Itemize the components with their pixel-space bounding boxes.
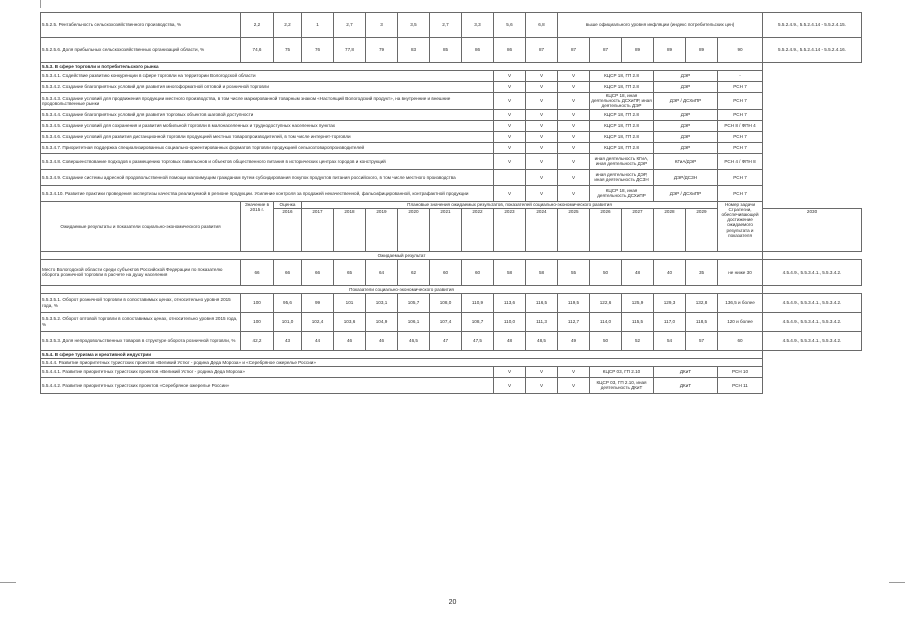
measure-label: 5.5.3.4.10. Развитие практики проведения экспертизы качества реализуемой в регионе продукции. Усиление контроля за продажей некачественной, фальсифицированной, контрафактной продукции xyxy=(41,185,494,201)
value-cell: 113,6 xyxy=(494,293,526,312)
responsible: ДЭР xyxy=(654,82,718,93)
task-ref: 5.5.2.4.9., 5.5.2.4.14 - 5.5.2.4.16. xyxy=(763,38,862,63)
value-cell: 101 xyxy=(334,293,366,312)
value-cell: 57 xyxy=(686,331,718,350)
task-ref: РСН 10 xyxy=(718,366,763,377)
v-mark: V xyxy=(494,109,526,120)
value-cell: 110,9 xyxy=(462,293,494,312)
v-mark xyxy=(494,169,526,185)
value-cell: 102,4 xyxy=(302,312,334,331)
note-cell: выше официального уровня инфляции (индекс потребительских цен) xyxy=(558,13,763,38)
indicator-label: 5.5.3.5.2. Оборот оптовой торговли в сопоставимых ценах, относительно уровня 2015 года, % xyxy=(41,312,241,331)
section-header: 5.5.4. В сфере туризма и креативной индустрии xyxy=(41,350,763,358)
v-mark: V xyxy=(558,131,590,142)
indicator-label: Место Вологодской области среди субъектов Российской Федерации по показателю оборота розничной торговли в расчете на душу населения xyxy=(41,259,241,285)
year-header: 2016 xyxy=(274,208,302,251)
v-mark: V xyxy=(558,82,590,93)
v-mark: V xyxy=(558,185,590,201)
v-mark: V xyxy=(494,366,526,377)
table-row xyxy=(41,293,862,312)
value-cell: 117,0 xyxy=(654,312,686,331)
value-cell: 58 xyxy=(526,259,558,285)
crop-mark-right xyxy=(889,582,905,583)
year-header: 2022 xyxy=(462,208,494,251)
table-row xyxy=(41,358,862,366)
source-doc: КЦСР 18, ГП 2.8 xyxy=(590,109,654,120)
value-cell: 46 xyxy=(334,331,366,350)
value-cell: 89 xyxy=(686,38,718,63)
task-ref: РСН 7 xyxy=(718,109,763,120)
value-cell: 86 xyxy=(462,38,494,63)
table-row xyxy=(41,82,862,93)
value-cell: 48 xyxy=(494,331,526,350)
value-cell: 112,7 xyxy=(558,312,590,331)
task-ref: 4.5.4.9., 5.5.3.4.1., 5.5.3.4.2. xyxy=(763,259,862,285)
value-cell: 83 xyxy=(398,38,430,63)
table-row xyxy=(41,38,862,63)
value-cell: 2,2 xyxy=(241,13,274,38)
year-header: 2026 xyxy=(590,208,622,251)
table-row xyxy=(41,93,862,110)
group-label: Ожидаемый результат xyxy=(41,251,763,259)
year-header: 2017 xyxy=(302,208,334,251)
value-cell: 66 xyxy=(302,259,334,285)
document-sheet xyxy=(40,12,862,394)
task-ref: РСН 7 xyxy=(718,185,763,201)
measure-label: 5.5.3.4.8. Совершенствование подходов к размещению торговых павильонов и объектов общественного питания в исторических центрах городов и конструкций xyxy=(41,153,494,169)
v-mark: V xyxy=(494,142,526,153)
value-cell: 77,8 xyxy=(334,38,366,63)
v-mark: V xyxy=(558,109,590,120)
indicator-label: 5.5.2.5. Рентабельность сельскохозяйственного производства, % xyxy=(41,13,241,38)
v-mark: V xyxy=(494,82,526,93)
table-row xyxy=(41,142,862,153)
v-mark: V xyxy=(558,71,590,82)
v-mark: V xyxy=(526,109,558,120)
year-header: 2021 xyxy=(430,208,462,251)
value-cell: 3,5 xyxy=(398,13,430,38)
value-cell: 66 xyxy=(241,259,274,285)
v-mark: V xyxy=(526,142,558,153)
source-doc: КЦСР 03, ГП 2.10, иная деятельность ДКиТ xyxy=(590,377,654,393)
header-task: Номер задачи Стратегии, обеспечивающей достижение ожидаемого результата и показателя xyxy=(718,201,763,251)
indicator-label: 5.5.3.5.3. Доля непродовольственных товаров в структуре оборота розничной торговли, % xyxy=(41,331,241,350)
value-cell: 47,5 xyxy=(462,331,494,350)
value-cell: 2,7 xyxy=(334,13,366,38)
value-cell: 60 xyxy=(462,259,494,285)
table-row xyxy=(41,331,862,350)
indicator-label: 5.5.2.5.6. Доля прибыльных сельскохозяйственных организаций области, % xyxy=(41,38,241,63)
value-cell: 99 xyxy=(302,293,334,312)
value-cell: 110,0 xyxy=(494,312,526,331)
group-label: Показатели социально-экономического развития xyxy=(41,285,763,293)
value-cell: 136,5 и более xyxy=(718,293,763,312)
value-cell: 89 xyxy=(654,38,686,63)
value-cell: 49 xyxy=(558,331,590,350)
value-cell: 35 xyxy=(686,259,718,285)
value-cell: 43 xyxy=(274,331,302,350)
year-header: 2030 xyxy=(763,208,862,251)
value-cell: 105,7 xyxy=(398,293,430,312)
strategy-table xyxy=(40,12,862,394)
value-cell: 111,3 xyxy=(526,312,558,331)
source-doc: иная деятельность ДЭР, иная деятельность ДСЗН xyxy=(590,169,654,185)
value-cell: 85 xyxy=(430,38,462,63)
value-cell: 129,3 xyxy=(654,293,686,312)
value-cell: 100 xyxy=(241,312,274,331)
responsible: ДЭР / ДСХиПР xyxy=(654,93,718,110)
value-cell: 65 xyxy=(334,259,366,285)
table-row xyxy=(41,366,862,377)
task-ref: РСН 7 xyxy=(718,169,763,185)
v-mark: V xyxy=(526,93,558,110)
subsection-header: 5.5.4.4. Развитие приоритетных туристских проектов «Великий Устюг - родина Деда Мороза» и «Серебряное ожерелье России» xyxy=(41,358,763,366)
measure-label: 5.5.3.4.7. Приоритетная поддержка специализированных социально-ориентированных форматов торговли продукцией сельхозтоваропроизводителей xyxy=(41,142,494,153)
year-header: 2019 xyxy=(366,208,398,251)
table-row xyxy=(41,201,862,208)
value-cell: 55 xyxy=(558,259,590,285)
value-cell: 5,6 xyxy=(494,13,526,38)
value-cell: 44 xyxy=(302,331,334,350)
v-mark: V xyxy=(558,377,590,393)
source-doc: КЦСР 18, ГП 2.8 xyxy=(590,71,654,82)
measure-label: 5.5.3.4.4. Создание благоприятных условий для развития торговых объектов шаговой доступности xyxy=(41,109,494,120)
table-row xyxy=(41,251,862,259)
value-cell: 87 xyxy=(590,38,622,63)
table-row xyxy=(41,109,862,120)
measure-label: 5.5.3.4.2. Создание благоприятных условий для развития многоформатной оптовой и розничной торговли xyxy=(41,82,494,93)
task-ref: РСН 8 / ФПН 4 xyxy=(718,120,763,131)
task-ref: РСН 7 xyxy=(718,142,763,153)
table-row xyxy=(41,131,862,142)
responsible: ДЭР xyxy=(654,71,718,82)
value-cell: 42,2 xyxy=(241,331,274,350)
responsible: ДКиТ xyxy=(654,377,718,393)
value-cell: 106,1 xyxy=(398,312,430,331)
source-doc: иная деятельность КГиА, иная деятельность ДЭР xyxy=(590,153,654,169)
year-header: 2028 xyxy=(654,208,686,251)
v-mark: V xyxy=(494,71,526,82)
value-cell: 62 xyxy=(398,259,430,285)
v-mark: V xyxy=(558,153,590,169)
responsible: КГиА/ДЭР xyxy=(654,153,718,169)
task-ref: 5.5.2.4.9., 5.5.2.4.14 - 5.5.2.4.15. xyxy=(763,13,862,38)
value-cell: 47 xyxy=(430,331,462,350)
value-cell: 50 xyxy=(590,331,622,350)
year-header: 2024 xyxy=(526,208,558,251)
value-cell: 76 xyxy=(302,38,334,63)
value-cell: 52 xyxy=(622,331,654,350)
table-row xyxy=(41,71,862,82)
measure-label: 5.5.4.4.1. Развитие приоритетных туристских проектов «Великий Устюг - родина Деда Мороза» xyxy=(41,366,494,377)
value-cell: 118,5 xyxy=(686,312,718,331)
task-ref: 4.5.4.9., 5.5.3.4.1., 5.5.3.4.2. xyxy=(763,331,862,350)
year-header: 2018 xyxy=(334,208,366,251)
task-ref: 4.5.4.9., 5.5.3.4.1., 5.5.3.4.2. xyxy=(763,312,862,331)
value-cell: 90 xyxy=(718,38,763,63)
value-cell: 89 xyxy=(622,38,654,63)
value-cell: 101,0 xyxy=(274,312,302,331)
header-planned: Плановые значения ожидаемых результатов, показателей социально-экономического развития xyxy=(302,201,718,208)
crop-mark-top xyxy=(40,0,41,8)
measure-label: 5.5.4.4.2. Развитие приоритетных туристских проектов «Серебряное ожерелье России» xyxy=(41,377,494,393)
source-doc: КЦСР 18, ГП 2.8 xyxy=(590,142,654,153)
v-mark: V xyxy=(558,169,590,185)
measure-label: 5.5.3.4.9. Создание системы адресной продовольственной помощи малоимущим гражданам путем субсидирования покупок продуктов питания российского, в том числе местного производства xyxy=(41,169,494,185)
header-col2: Значение в 2015 г. xyxy=(241,201,274,251)
value-cell: 40 xyxy=(654,259,686,285)
value-cell: 122,6 xyxy=(590,293,622,312)
year-header: 2020 xyxy=(398,208,430,251)
responsible: ДЭР xyxy=(654,131,718,142)
v-mark: V xyxy=(558,120,590,131)
value-cell: 103,6 xyxy=(334,312,366,331)
value-cell: 58 xyxy=(494,259,526,285)
crop-mark-left xyxy=(0,582,16,583)
v-mark: V xyxy=(494,131,526,142)
responsible: ДЭР xyxy=(654,109,718,120)
responsible: ДЭР / ДСХиПР xyxy=(654,185,718,201)
value-cell: 103,1 xyxy=(366,293,398,312)
table-row xyxy=(41,350,862,358)
value-cell: 95,6 xyxy=(274,293,302,312)
measure-label: 5.5.3.4.1. Содействие развитию конкуренции в сфере торговли на территории Вологодской области xyxy=(41,71,494,82)
v-mark: V xyxy=(494,185,526,201)
table-row xyxy=(41,185,862,201)
v-mark: V xyxy=(526,71,558,82)
value-cell: 46,5 xyxy=(398,331,430,350)
v-mark: V xyxy=(526,366,558,377)
task-ref: - xyxy=(718,71,763,82)
year-header: 2029 xyxy=(686,208,718,251)
table-row xyxy=(41,259,862,285)
source-doc: КЦСР 18, иная деятельность ДСХиПР xyxy=(590,185,654,201)
value-cell: 48,5 xyxy=(526,331,558,350)
value-cell: 3,3 xyxy=(462,13,494,38)
task-ref: РСН 7 xyxy=(718,93,763,110)
value-cell: 64 xyxy=(366,259,398,285)
task-ref: 4.5.4.9., 5.5.3.4.1., 5.5.3.4.2. xyxy=(763,293,862,312)
header-estimate: Оценка xyxy=(274,201,302,208)
v-mark: V xyxy=(526,120,558,131)
value-cell: 120 и более xyxy=(718,312,763,331)
measure-label: 5.5.3.4.3. Создание условий для продвижения продукции местного производства, в том числе маркированной товарным знаком «Настоящий Вологодский продукт», на внутренние и внешние продовольственные рынки xyxy=(41,93,494,110)
table-row xyxy=(41,120,862,131)
value-cell: 116,5 xyxy=(526,293,558,312)
v-mark: V xyxy=(526,377,558,393)
source-doc: КЦСР 18, ГП 2.8 xyxy=(590,131,654,142)
v-mark: V xyxy=(526,169,558,185)
table-row xyxy=(41,63,862,71)
table-row xyxy=(41,285,862,293)
table-row xyxy=(41,169,862,185)
value-cell: 60 xyxy=(430,259,462,285)
value-cell: 87 xyxy=(526,38,558,63)
responsible: ДЭР xyxy=(654,120,718,131)
v-mark: V xyxy=(494,377,526,393)
v-mark: V xyxy=(558,366,590,377)
v-mark: V xyxy=(494,120,526,131)
value-cell: 87 xyxy=(558,38,590,63)
v-mark: V xyxy=(526,185,558,201)
year-header: 2025 xyxy=(558,208,590,251)
value-cell: 6,8 xyxy=(526,13,558,38)
v-mark: V xyxy=(526,82,558,93)
v-mark: V xyxy=(526,153,558,169)
responsible: ДЭР/ДСЗН xyxy=(654,169,718,185)
year-header: 2023 xyxy=(494,208,526,251)
value-cell: не ниже 30 xyxy=(718,259,763,285)
value-cell: 50 xyxy=(590,259,622,285)
responsible: ДКиТ xyxy=(654,366,718,377)
value-cell: 100 xyxy=(241,293,274,312)
v-mark: V xyxy=(526,131,558,142)
task-ref: РСН 4 / ФПН 8 xyxy=(718,153,763,169)
table-row xyxy=(41,13,862,38)
value-cell: 79 xyxy=(366,38,398,63)
table-row xyxy=(41,153,862,169)
value-cell: 132,8 xyxy=(686,293,718,312)
value-cell: 108,7 xyxy=(462,312,494,331)
value-cell: 107,4 xyxy=(430,312,462,331)
header-col1: Ожидаемые результаты и показатели социально-экономического развития xyxy=(41,201,241,251)
value-cell: 54 xyxy=(654,331,686,350)
value-cell: 1 xyxy=(302,13,334,38)
value-cell: 75 xyxy=(274,38,302,63)
table-row xyxy=(41,312,862,331)
value-cell: 86 xyxy=(494,38,526,63)
value-cell: 46 xyxy=(366,331,398,350)
v-mark: V xyxy=(494,93,526,110)
measure-label: 5.5.3.4.6. Создание условий для развития дистанционной торговли продукцией местных товаропроизводителей, в том числе интернет-торговли xyxy=(41,131,494,142)
section-header: 5.5.3. В сфере торговли и потребительского рынка xyxy=(41,63,763,71)
year-header: 2027 xyxy=(622,208,654,251)
v-mark: V xyxy=(494,153,526,169)
value-cell: 66 xyxy=(274,259,302,285)
v-mark: V xyxy=(558,93,590,110)
task-ref: РСН 7 xyxy=(718,82,763,93)
value-cell: 74,6 xyxy=(241,38,274,63)
source-doc: КЦСР 18, ГП 2.8 xyxy=(590,82,654,93)
source-doc: КЦСР 03, ГП 2.10 xyxy=(590,366,654,377)
value-cell: 119,5 xyxy=(558,293,590,312)
value-cell: 108,0 xyxy=(430,293,462,312)
v-mark: V xyxy=(558,142,590,153)
source-doc: КЦСР 18, ГП 2.8 xyxy=(590,120,654,131)
value-cell: 48 xyxy=(622,259,654,285)
value-cell: 125,9 xyxy=(622,293,654,312)
value-cell: 115,5 xyxy=(622,312,654,331)
value-cell: 104,9 xyxy=(366,312,398,331)
value-cell: 2,7 xyxy=(430,13,462,38)
task-ref: РСН 11 xyxy=(718,377,763,393)
value-cell: 60 xyxy=(718,331,763,350)
table-row xyxy=(41,377,862,393)
task-ref: РСН 7 xyxy=(718,131,763,142)
measure-label: 5.5.3.4.5. Создание условий для сохранения и развития мобильной торговли в малонаселенных и труднодоступных населенных пунктах xyxy=(41,120,494,131)
source-doc: КЦСР 18, иная деятельность ДСХиПР, иная деятельность ДЭР xyxy=(591,93,652,109)
value-cell: 2,2 xyxy=(274,13,302,38)
page-number: 20 xyxy=(448,599,457,606)
indicator-label: 5.5.3.5.1. Оборот розничной торговли в сопоставимых ценах, относительно уровня 2015 года, % xyxy=(41,293,241,312)
responsible: ДЭР xyxy=(654,142,718,153)
value-cell: 114,0 xyxy=(590,312,622,331)
value-cell: 3 xyxy=(366,13,398,38)
